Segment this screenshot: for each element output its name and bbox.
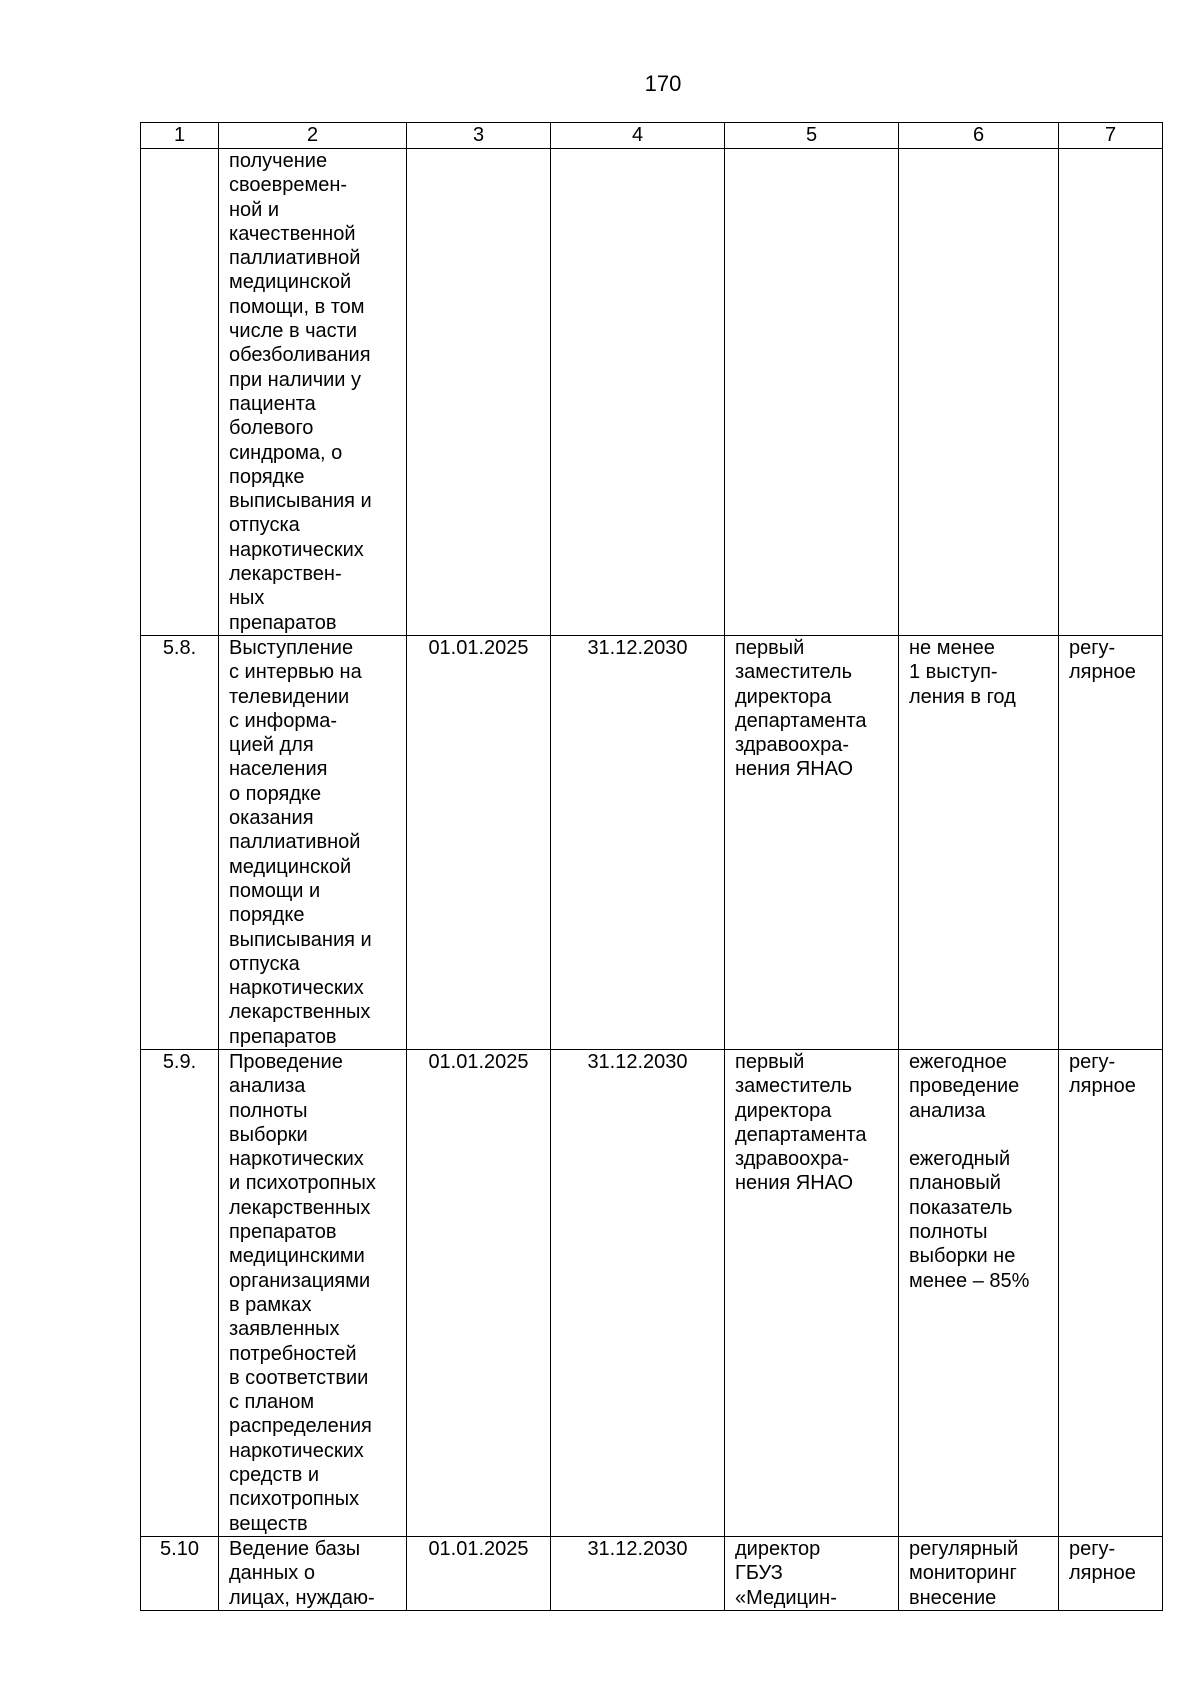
cell-start-date: 01.01.2025 <box>407 1536 551 1610</box>
cell-indicator: не менее 1 выступ- ления в год <box>899 635 1059 1049</box>
column-header-2: 2 <box>219 123 407 149</box>
cell-end-date: 31.12.2030 <box>551 635 725 1049</box>
column-header-5: 5 <box>725 123 899 149</box>
table-row <box>141 635 1163 1049</box>
cell-frequency: регу- лярное <box>1059 1049 1163 1536</box>
table-row <box>141 1536 1163 1610</box>
column-header-3: 3 <box>407 123 551 149</box>
page-number: 170 <box>644 71 682 96</box>
cell-start-date: 01.01.2025 <box>407 635 551 1049</box>
cell-frequency: регу- лярное <box>1059 1536 1163 1610</box>
column-header-4: 4 <box>551 123 725 149</box>
cell-frequency: регу- лярное <box>1059 635 1163 1049</box>
cell-activity: Выступление с интервью на телевидении с информа- цией для населения о порядке оказания паллиативной медицинской помощи и порядке выписывания и отпуска наркотических лекарственных препаратов <box>219 635 407 1049</box>
cell-number: 5.10 <box>141 1536 219 1610</box>
column-header-7: 7 <box>1059 123 1163 149</box>
plan-table <box>140 122 1163 1611</box>
column-header-1: 1 <box>141 123 219 149</box>
table-row <box>141 1049 1163 1536</box>
table-header-row <box>141 123 1163 149</box>
cell-frequency <box>1059 149 1163 636</box>
cell-start-date: 01.01.2025 <box>407 1049 551 1536</box>
cell-activity: получение своевремен- ной и качественной паллиативной медицинской помощи, в том числе в части обезболивания при наличии у пациента болевого синдрома, о порядке выписывания и отпуска наркотических лекарствен- ных препаратов <box>219 149 407 636</box>
cell-end-date <box>551 149 725 636</box>
cell-indicator: регулярный мониторинг внесение <box>899 1536 1059 1610</box>
cell-number <box>141 149 219 636</box>
table-row <box>141 149 1163 636</box>
cell-responsible: первый заместитель директора департамента здравоохра- нения ЯНАО <box>725 1049 899 1536</box>
cell-end-date: 31.12.2030 <box>551 1536 725 1610</box>
cell-start-date <box>407 149 551 636</box>
cell-responsible <box>725 149 899 636</box>
cell-responsible: директор ГБУЗ «Медицин- <box>725 1536 899 1610</box>
cell-activity: Проведение анализа полноты выборки наркотических и психотропных лекарственных препаратов медицинскими организациями в рамках заявленных потребностей в соответствии с планом распределения наркотических средств и психотропных веществ <box>219 1049 407 1536</box>
cell-indicator: ежегодное проведение анализа ежегодный плановый показатель полноты выборки не менее – 85% <box>899 1049 1059 1536</box>
cell-activity: Ведение базы данных о лицах, нуждаю- <box>219 1536 407 1610</box>
cell-end-date: 31.12.2030 <box>551 1049 725 1536</box>
cell-indicator <box>899 149 1059 636</box>
column-header-6: 6 <box>899 123 1059 149</box>
cell-number: 5.8. <box>141 635 219 1049</box>
cell-number: 5.9. <box>141 1049 219 1536</box>
cell-responsible: первый заместитель директора департамента здравоохра- нения ЯНАО <box>725 635 899 1049</box>
